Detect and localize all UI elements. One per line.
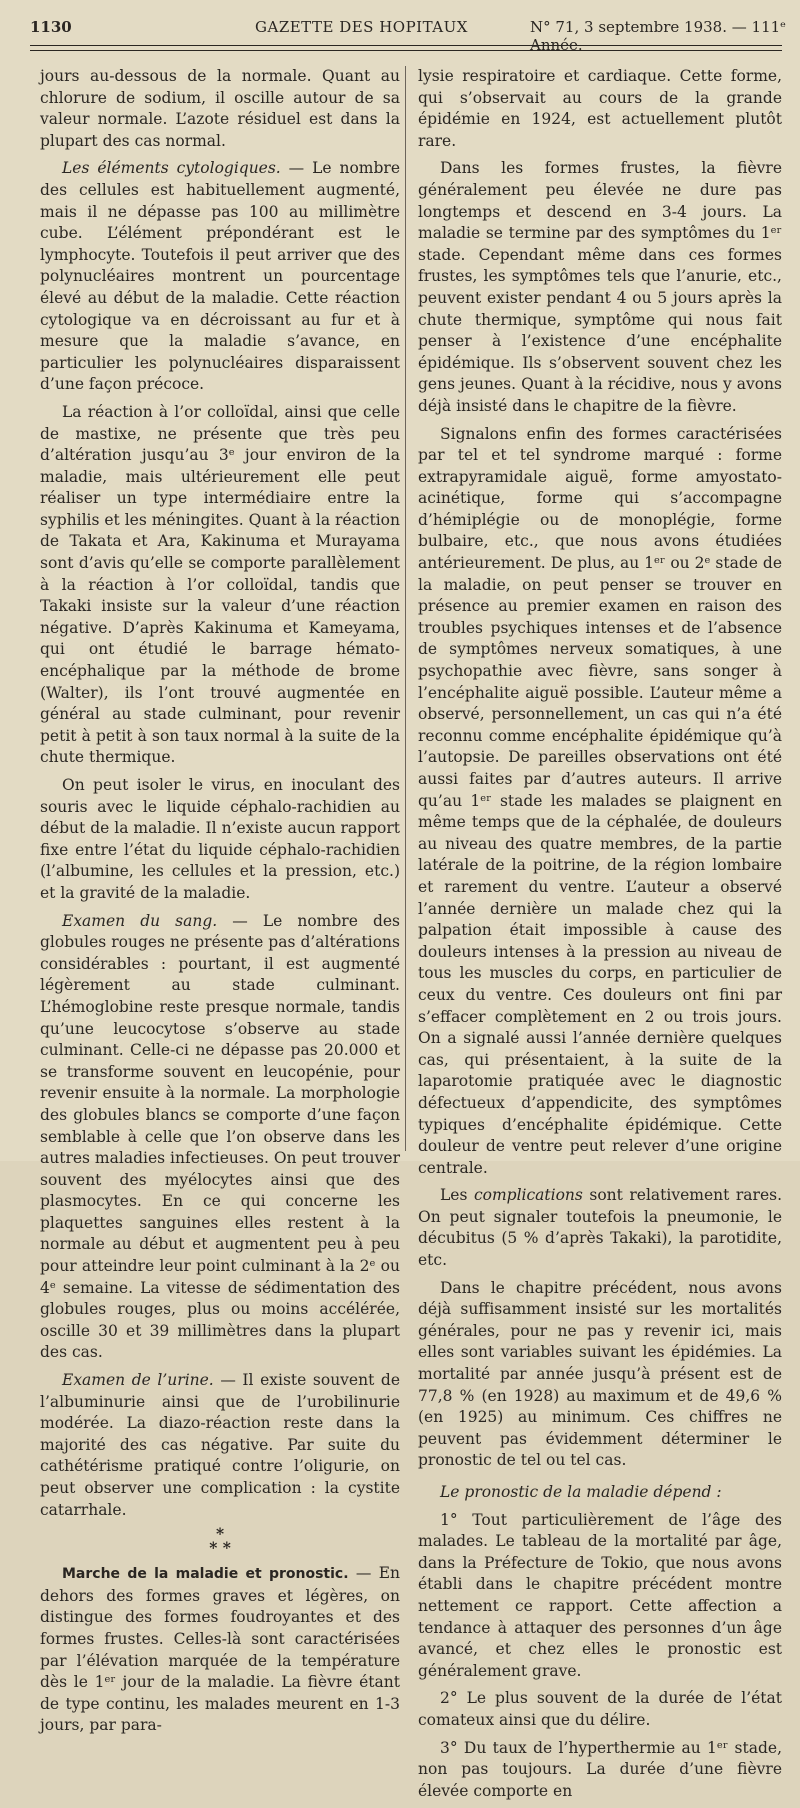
asterism-top: * xyxy=(215,1524,225,1544)
section-title: Les éléments cytologiques. xyxy=(62,159,281,178)
paragraph: On peut isoler le virus, en inoculant des souris avec le liquide céphalo-rachidien au début de la maladie. Il n’existe aucun rapport fixe entre l’état du liquide céphalo-rachidien (l’albumine, les cellules et la pression, etc.) et la gravité de la maladie. xyxy=(40,776,400,902)
journal-title: GAZETTE DES HOPITAUX xyxy=(255,18,468,36)
paragraph: Signalons enfin des formes caractérisées par tel et tel syndrome marqué : forme extrapyramidale aiguë, forme amyostato-acinétique, forme qui s’accompagne d’hémiplégie ou de monoplégie, forme bulbaire, etc., que nous avons étudiées antérieurement. De plus, au 1ᵉʳ ou 2ᵉ stade de la maladie, on peut penser se trouver en présence au premier examen en raison des troubles psychiques intenses et de l’absence de symptômes nerveux somatiques, à une psychopathie avec fièvre, sans songer à l’encéphalite aiguë possible. L’auteur même a observé, personnellement, un cas qui n’a été reconnu comme encéphalite épidémique qu’à l’autopsie. De pareilles observations ont été aussi faites par d’autres auteurs. Il arrive qu’au 1ᵉʳ stade les malades se plaignent en même temps que de la céphalée, de douleurs au niveau des quatre membres, de la partie latérale de la poitrine, de la région lombaire et rarement du ventre. L’auteur a observé l’année dernière un malade chez qui la palpation était impossible à cause des douleurs intenses à la pression au niveau de tous les muscles du corps, en particulier de ceux du ventre. Ces douleurs ont fini par s’effacer complètement en 2 ou trois jours. On a signalé aussi l’année dernière quelques cas, qui présentaient, à la suite de la laparotomie pratiquée avec le diagnostic défectueux d’appendicite, des symptômes typiques d’encéphalite épidémique. Cette douleur de ventre peut relever d’une origine centrale. xyxy=(418,424,782,1177)
paragraph-text: Les xyxy=(440,1186,474,1205)
paragraph xyxy=(418,1185,782,1271)
paragraph: 1° Tout particulièrement de l’âge des malades. Le tableau de la mortalité par âge, dans la Préfecture de Tokio, que nous avons établi dans le chapitre précédent montre nettement ce rapport. Cette affection a tendance à attaquer des personnes d’un âge avancé, et chez elles le pronostic est généralement grave. xyxy=(418,1510,782,1680)
paragraph xyxy=(40,158,400,396)
section-title: Examen du sang. xyxy=(62,911,218,930)
paragraph xyxy=(40,1370,400,1521)
section-title: Examen de l’urine. xyxy=(62,1371,214,1390)
section-heading: Marche de la maladie et pronostic. xyxy=(62,1566,349,1583)
issue-info: N° 71, 3 septembre 1938. — 111ᵉ Année. xyxy=(530,18,786,54)
asterism-separator xyxy=(40,1524,400,1558)
paragraph-text: — Le nombre des cellules est habituellement augmenté, mais il ne dépasse pas 100 au millimètre cube. L’élément prépondérant est le lymphocyte. Toutefois il peut arriver que des polynucléaires montrent un pourcentage élevé au début de la maladie. Cette réaction cytologique va en décroissant au fur et à mesure que la maladie s’avance, en particulier les polynucléaires disparaissent d’une façon précoce. xyxy=(40,159,400,394)
section-title: Le pronostic de la maladie dépend : xyxy=(440,1483,722,1501)
paragraph: lysie respiratoire et cardiaque. Cette forme, qui s’observait au cours de la grande épidémie en 1924, est actuellement plutôt rare. xyxy=(418,67,782,150)
paragraph: Dans les formes frustes, la fièvre généralement peu élevée ne dure pas longtemps et descend en 3-4 jours. La maladie se termine par des symptômes du 1ᵉʳ stade. Cependant même dans ces formes frustes, les symptômes tels que l’anurie, etc., peuvent exister pendant 4 ou 5 jours après la chute thermique, symptôme qui nous fait penser à l’existence d’une encéphalite épidémique. Ils s’observent souvent chez les gens jeunes. Quant à la récidive, nous y avons déjà insisté dans le chapitre de la fièvre. xyxy=(418,159,782,415)
paragraph: Dans le chapitre précédent, nous avons déjà suffisamment insisté sur les mortalités générales, pour ne pas y revenir ici, mais elles sont variables suivant les épidémies. La mortalité par année jusqu’à présent est de 77,8 % (en 1928) au maximum et de 49,6 % (en 1925) au minimum. Ces chiffres ne peuvent pas évidemment déterminer le pronostic de tel ou tel cas. xyxy=(418,1278,782,1470)
paragraph: La réaction à l’or colloïdal, ainsi que celle de mastixe, ne présente que très peu d’altération jusqu’au 3ᵉ jour environ de la maladie, mais ultérieurement elle peut réaliser un type intermédiaire entre la syphilis et les méningites. Quant à la réaction de Takata et Ara, Kakinuma et Murayama sont d’avis qu’elle se comporte parallèlement à la réaction à l’or colloïdal, tandis que Takaki insiste sur la valeur d’une réaction négative. D’après Kakinuma et Kameyama, qui ont étudié le barrage hémato-encéphalique par la méthode de brome (Walter), ils l’ont trouvé augmentée en général au stade culminant, pour revenir petit à petit à son taux normal à la suite de la chute thermique. xyxy=(40,402,400,767)
asterism-bottom: * * xyxy=(209,1538,231,1558)
paragraph-text: — Le nombre des globules rouges ne présente pas d’altérations considérables : pourtant, il est augmenté légèrement au stade culminant. L’hémoglobine reste presque normale, tandis qu’une leucocytose s’observe au stade culminant. Celle-ci ne dépasse pas 20.000 et se transforme souvent en leucopénie, pour revenir ensuite à la normale. La morphologie des globules blancs se comporte d’une façon semblable à celle que l’on observe dans les autres maladies infectieuses. On peut trouver souvent des myélocytes ainsi que des plasmocytes. En ce qui concerne les plaquettes sanguines elles restent à la normale au début et augmentent peu à peu pour atteindre leur point culminant à la 2ᵉ ou 4ᵉ semaine. La vitesse de sédimentation des globules rouges, plus ou moins accélérée, oscille 30 et 39 millimètres dans la plupart des cas. xyxy=(40,911,401,1362)
italic-term: complications xyxy=(473,1186,583,1205)
paragraph-text: sont relativement rares. On peut signaler toutefois la pneumonie, le décubitus (5 % d’après Takaki), la parotidite, etc. xyxy=(418,1186,782,1270)
header-rule xyxy=(30,45,782,46)
paragraph: 3° Du taux de l’hyperthermie au 1ᵉʳ stade, non pas toujours. La durée d’une fièvre élevée comporte en xyxy=(418,1738,782,1800)
page-number: 1130 xyxy=(30,18,72,36)
right-column xyxy=(418,66,782,1808)
paragraph xyxy=(40,1563,400,1737)
paragraph-text: — En dehors des formes graves et légères, on distingue des formes foudroyantes et des formes frustes. Celles-là sont caractérisées par l’élévation marquée de la température dès le 1ᵉʳ jour de la maladie. La fièvre étant de type continu, les malades meurent en 1-3 jours, par para- xyxy=(40,1564,401,1735)
left-column xyxy=(40,66,400,1743)
paragraph-text: — Il existe souvent de l’albuminurie ainsi que de l’urobilinurie modérée. La diazo-réaction reste dans la majorité des cas négative. Par suite du cathétérisme pratiqué contre l’oligurie, on peut observer une complication : la cystite catarrhale. xyxy=(40,1371,401,1519)
paragraph: 2° Le plus souvent de la durée de l’état comateux ainsi que du délire. xyxy=(418,1689,782,1729)
paragraph: jours au-dessous de la normale. Quant au chlorure de sodium, il oscille autour de sa valeur normale. L’azote résiduel est dans la plupart des cas normal. xyxy=(40,67,400,150)
column-divider xyxy=(405,66,406,1151)
page-header xyxy=(0,0,800,60)
paragraph xyxy=(40,911,400,1364)
header-rule xyxy=(30,50,782,51)
